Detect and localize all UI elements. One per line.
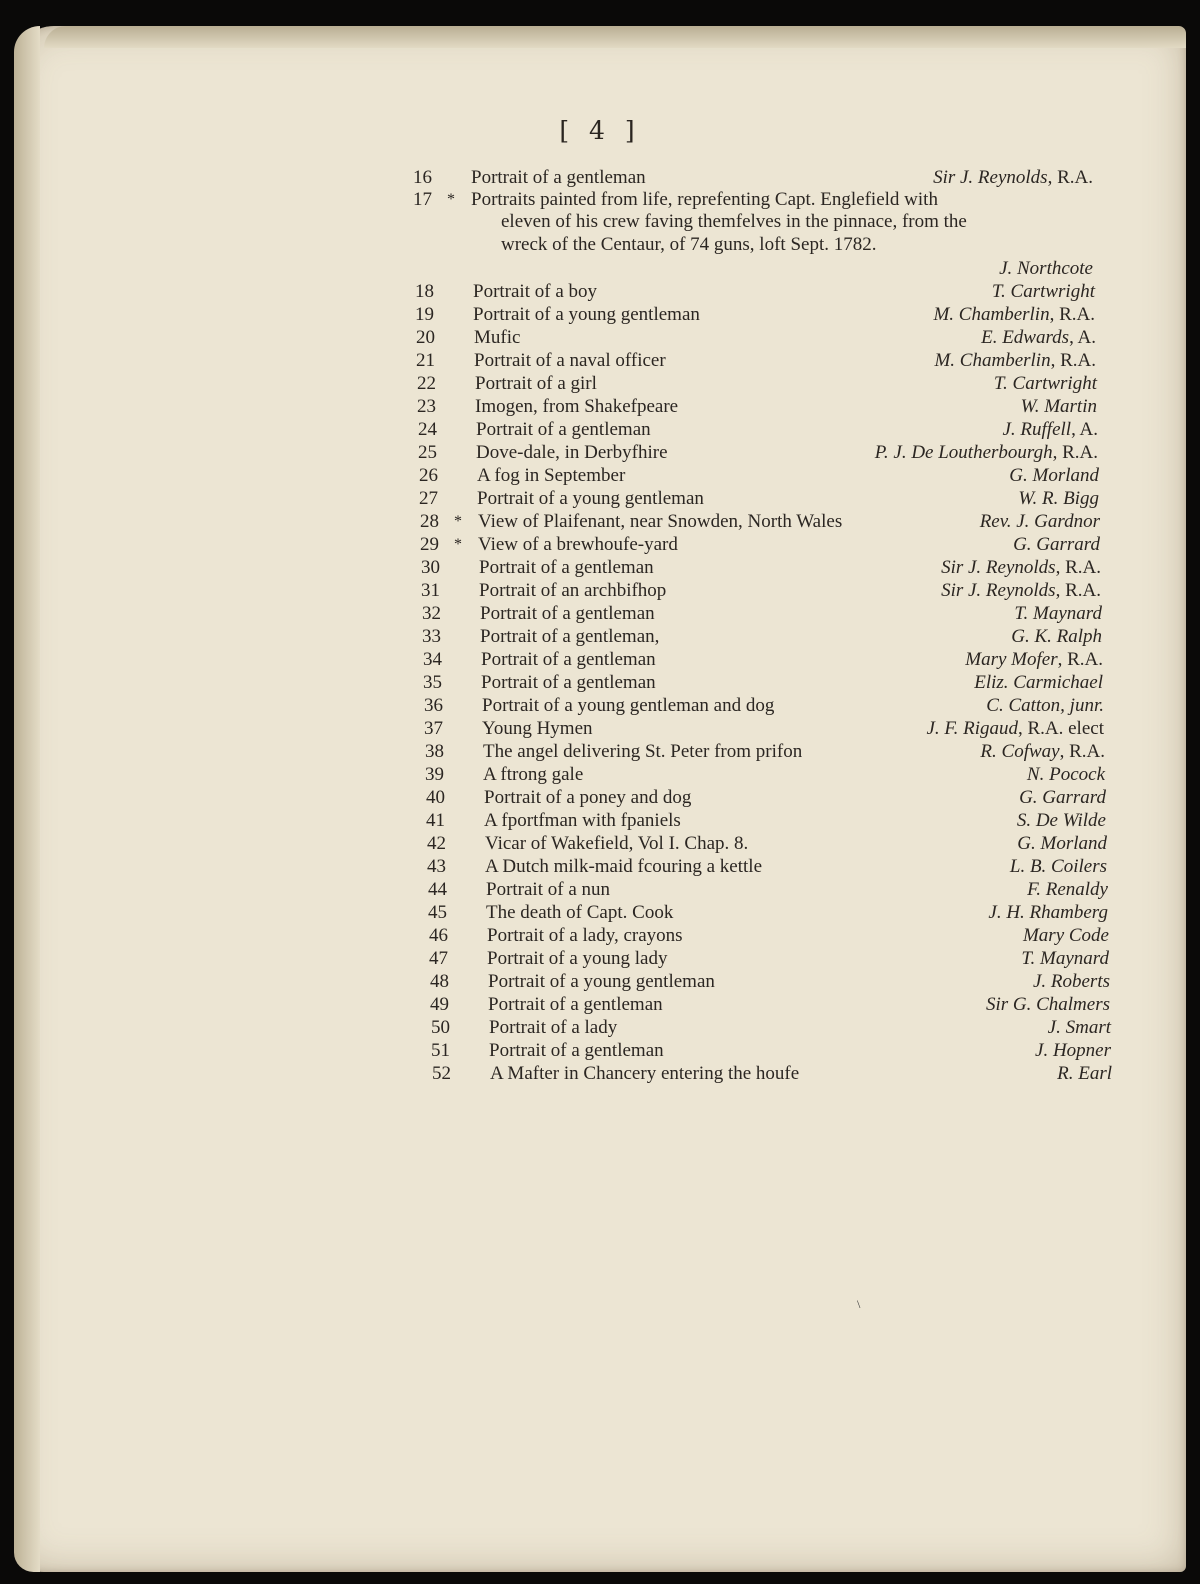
entry-number: 33	[422, 626, 441, 647]
artist-name: J. H. Rhamberg	[988, 902, 1108, 923]
entry-title: A fportfman with fpaniels	[484, 810, 681, 831]
artist-name: G. Garrard	[1019, 787, 1106, 808]
catalogue-entry	[420, 533, 1100, 557]
artist-title-suffix: , R.A.	[1047, 167, 1093, 188]
entry-artist	[875, 441, 1098, 465]
artist-name: R. Earl	[1057, 1063, 1112, 1084]
entry-artist	[980, 510, 1100, 534]
entry-artist	[999, 257, 1093, 281]
entry-number: 39	[425, 764, 444, 785]
entry-title: Portrait of a gentleman	[471, 167, 646, 188]
catalogue-entry	[422, 602, 1102, 626]
entry-number: 16	[413, 167, 432, 188]
artist-name: Sir J. Reynolds	[941, 557, 1056, 578]
entry-number: 21	[416, 350, 435, 371]
entry-artist	[1021, 947, 1109, 971]
entry-title: Portrait of an archbifhop	[479, 580, 667, 601]
artist-name: J. Smart	[1047, 1017, 1111, 1038]
entry-artist	[927, 717, 1105, 741]
entry-number: 22	[417, 373, 436, 394]
entry-artist	[981, 326, 1096, 350]
entry-artist	[934, 349, 1096, 373]
entry-artist	[1027, 878, 1108, 902]
catalogue-entry	[417, 372, 1097, 396]
entry-number: 24	[418, 419, 437, 440]
ink-mark: \	[857, 1297, 861, 1311]
catalogue-entry	[421, 556, 1101, 580]
entry-number: 29	[420, 534, 439, 555]
artist-name: Mary Code	[1022, 925, 1109, 946]
catalogue-entry	[413, 257, 1093, 281]
entry-number: 47	[429, 948, 448, 969]
entry-title: Portrait of a gentleman	[481, 672, 656, 693]
entry-artist	[1035, 1039, 1111, 1063]
entry-artist	[941, 556, 1101, 580]
entry-number: 42	[427, 833, 446, 854]
artist-name: T. Cartwright	[991, 281, 1095, 302]
artist-name: Mary Mofer	[965, 649, 1058, 670]
catalogue-entry	[413, 210, 1093, 234]
catalogue-entry	[426, 786, 1106, 810]
entry-title: Vicar of Wakefield, Vol I. Chap. 8.	[485, 833, 749, 854]
catalogue-entry	[425, 740, 1105, 764]
entry-artist	[1019, 786, 1106, 810]
entry-title: Portrait of a young gentleman	[477, 488, 704, 509]
catalogue-entry	[431, 1039, 1111, 1063]
entry-title: Portrait of a young gentleman and dog	[482, 695, 775, 716]
entry-title: Portrait of a gentleman,	[480, 626, 660, 647]
catalogue-entry	[424, 717, 1104, 741]
catalogue-entry	[413, 233, 1093, 257]
entry-title: A Dutch milk-maid fcouring a kettle	[485, 856, 763, 877]
entry-number: 45	[428, 902, 447, 923]
artist-name: T. Cartwright	[993, 373, 1097, 394]
catalogue-entry	[429, 924, 1109, 948]
artist-name: N. Pocock	[1026, 764, 1105, 785]
entry-number: 34	[423, 649, 442, 670]
catalogue-entry	[422, 625, 1102, 649]
entry-artist	[980, 740, 1105, 764]
entry-number: 26	[419, 465, 438, 486]
entry-title: Portrait of a lady, crayons	[487, 925, 683, 946]
artist-name: G. K. Ralph	[1011, 626, 1102, 647]
entry-number: 35	[423, 672, 442, 693]
entry-artist	[992, 280, 1095, 304]
entry-artist	[1009, 464, 1099, 488]
catalogue-entry	[419, 464, 1099, 488]
catalogue-entry	[424, 694, 1104, 718]
catalogue-entry	[425, 763, 1105, 787]
catalogue-entry	[418, 418, 1098, 442]
entry-artist	[1017, 809, 1106, 833]
catalogue-entry	[423, 648, 1103, 672]
entry-title: Portrait of a gentleman	[489, 1040, 664, 1061]
artist-name: T. Maynard	[1021, 948, 1109, 969]
entry-artist	[1013, 533, 1100, 557]
entry-number: 48	[430, 971, 449, 992]
entry-artist	[1023, 924, 1109, 948]
artist-name: F. Renaldy	[1027, 879, 1108, 900]
entry-artist	[1021, 395, 1097, 419]
entry-number: 52	[432, 1063, 451, 1084]
entry-number: 38	[425, 741, 444, 762]
artist-name: J. Roberts	[1032, 971, 1110, 992]
entry-title: wreck of the Centaur, of 74 guns, loft Sept. 1782.	[501, 234, 877, 255]
catalogue-entry	[428, 878, 1108, 902]
entry-title: Portrait of a young lady	[487, 948, 668, 969]
catalogue-entry	[415, 280, 1095, 304]
entry-artist	[1017, 832, 1107, 856]
entry-number: 46	[429, 925, 448, 946]
artist-name: Sir G. Chalmers	[985, 994, 1110, 1015]
artist-name: W. R. Bigg	[1018, 488, 1099, 509]
entry-title: Portrait of a boy	[473, 281, 598, 302]
entry-artist	[988, 901, 1108, 925]
entry-number: 37	[424, 718, 443, 739]
entry-artist	[974, 671, 1103, 695]
catalogue-entry	[430, 970, 1110, 994]
catalogue-entry	[418, 441, 1098, 465]
catalogue-entry	[426, 809, 1106, 833]
artist-name: Sir J. Reynolds	[933, 167, 1048, 188]
entry-number: 40	[426, 787, 445, 808]
entry-number: 31	[421, 580, 440, 601]
entry-title: Portrait of a poney and dog	[484, 787, 692, 808]
entry-number: 41	[426, 810, 445, 831]
entry-title: eleven of his crew faving themfelves in the pinnace, from the	[501, 211, 967, 232]
artist-title-suffix: , A.	[1071, 419, 1098, 440]
catalogue-entry	[419, 487, 1099, 511]
entry-number: 49	[430, 994, 449, 1015]
artist-name: J. Ruffell	[1002, 419, 1072, 440]
entry-number: 51	[431, 1040, 450, 1061]
artist-name: M. Chamberlin	[934, 350, 1051, 371]
entry-title: The angel delivering St. Peter from prifon	[483, 741, 803, 762]
artist-name: P. J. De Loutherbourgh	[874, 442, 1053, 463]
entry-artist	[941, 579, 1101, 603]
entry-title: Portrait of a young gentleman	[488, 971, 715, 992]
entry-title: A fog in September	[477, 465, 626, 486]
artist-title-suffix: , R.A.	[1052, 442, 1098, 463]
entry-title: Imogen, from Shakefpeare	[475, 396, 679, 417]
artist-title-suffix: , R.A.	[1049, 304, 1095, 325]
artist-name: Rev. J. Gardnor	[979, 511, 1100, 532]
catalogue-entry	[429, 947, 1109, 971]
entry-title: Mufic	[474, 327, 521, 348]
entry-number: 19	[415, 304, 434, 325]
catalogue-entry	[421, 579, 1101, 603]
entry-number: 30	[421, 557, 440, 578]
entry-number: 28	[420, 511, 439, 532]
entry-artist	[986, 993, 1110, 1017]
new-work-marker: *	[454, 513, 462, 530]
entry-number: 32	[422, 603, 441, 624]
artist-name: W. Martin	[1020, 396, 1097, 417]
entry-title: A Mafter in Chancery entering the houfe	[490, 1063, 800, 1084]
entry-artist	[986, 694, 1104, 718]
catalogue-entry	[413, 188, 1113, 212]
artist-name: R. Cofway	[980, 741, 1060, 762]
artist-name: L. B. Coilers	[1009, 856, 1107, 877]
entry-artist	[1033, 970, 1110, 994]
artist-name: S. De Wilde	[1016, 810, 1106, 831]
entry-artist	[1011, 625, 1102, 649]
entry-artist	[1014, 602, 1102, 626]
artist-name: E. Edwards	[981, 327, 1070, 348]
entry-artist	[994, 372, 1097, 396]
entry-artist	[1057, 1062, 1112, 1086]
entry-title: Portraits painted from life, reprefenting Capt. Englefield with	[471, 189, 938, 210]
artist-name: G. Morland	[1009, 465, 1099, 486]
artist-name: T. Maynard	[1014, 603, 1102, 624]
entry-number: 23	[417, 396, 436, 417]
artist-title-suffix: , R.A.	[1055, 580, 1101, 601]
entry-artist	[1018, 487, 1099, 511]
catalogue-entry	[427, 832, 1107, 856]
entry-title: Portrait of a nun	[486, 879, 611, 900]
catalogue-entry	[431, 1016, 1111, 1040]
artist-title-suffix: , R.A. elect	[1017, 718, 1104, 739]
entry-artist	[933, 303, 1095, 327]
entry-number: 25	[418, 442, 437, 463]
entry-title: View of a brewhoufe-yard	[478, 534, 678, 555]
catalogue-entry	[417, 395, 1097, 419]
entry-number: 44	[428, 879, 447, 900]
catalogue-entry	[423, 671, 1103, 695]
new-work-marker: *	[447, 191, 455, 208]
artist-title-suffix: , R.A.	[1059, 741, 1105, 762]
entry-title: Portrait of a gentleman	[488, 994, 663, 1015]
artist-name: G. Garrard	[1013, 534, 1100, 555]
entry-title: Portrait of a lady	[489, 1017, 618, 1038]
entry-title: Young Hymen	[482, 718, 593, 739]
artist-name: Sir J. Reynolds	[941, 580, 1056, 601]
entry-title: Portrait of a gentleman	[479, 557, 654, 578]
catalogue-entry	[420, 510, 1100, 534]
artist-name: J. F. Rigaud	[926, 718, 1018, 739]
entry-title: Portrait of a young gentleman	[473, 304, 700, 325]
artist-title-suffix: , R.A.	[1050, 350, 1096, 371]
artist-name: J. Hopner	[1035, 1040, 1111, 1061]
catalogue-entry	[427, 855, 1107, 879]
entry-title: View of Plaifenant, near Snowden, North Wales	[478, 511, 843, 532]
entry-title: Portrait of a girl	[475, 373, 597, 394]
catalogue-entry	[416, 349, 1096, 373]
artist-title-suffix: , R.A.	[1055, 557, 1101, 578]
entry-title: Portrait of a gentleman	[480, 603, 655, 624]
entry-artist	[1010, 855, 1107, 879]
catalogue-entry	[413, 166, 1093, 190]
entry-number: 50	[431, 1017, 450, 1038]
catalogue-entry	[415, 303, 1095, 327]
entry-title: Dove-dale, in Derbyfhire	[476, 442, 668, 463]
entry-artist	[1048, 1016, 1111, 1040]
artist-title-suffix: , R.A.	[1057, 649, 1103, 670]
artist-title-suffix: , A.	[1069, 327, 1096, 348]
artist-name: G. Morland	[1017, 833, 1107, 854]
entry-artist	[965, 648, 1103, 672]
catalogue-entry	[432, 1062, 1112, 1086]
entry-number: 18	[415, 281, 434, 302]
entry-title: The death of Capt. Cook	[486, 902, 674, 923]
catalogue-entry	[430, 993, 1110, 1017]
entry-title: Portrait of a naval officer	[474, 350, 666, 371]
entry-number: 20	[416, 327, 435, 348]
entry-title: Portrait of a gentleman	[476, 419, 651, 440]
artist-name: C. Catton, junr.	[986, 695, 1104, 716]
entry-artist	[933, 166, 1093, 190]
entry-number: 36	[424, 695, 443, 716]
entry-artist	[1002, 418, 1098, 442]
artist-name: M. Chamberlin	[933, 304, 1050, 325]
entry-number: 27	[419, 488, 438, 509]
entry-title: A ftrong gale	[483, 764, 584, 785]
artist-name: Eliz. Carmichael	[974, 672, 1103, 693]
entry-artist	[1027, 763, 1105, 787]
page-number-header: [ 4 ]	[559, 116, 641, 145]
entry-title: Portrait of a gentleman	[481, 649, 656, 670]
catalogue-entry	[428, 901, 1108, 925]
entry-number: 17	[413, 189, 432, 210]
entry-number: 43	[427, 856, 446, 877]
artist-name: J. Northcote	[999, 258, 1093, 279]
new-work-marker: *	[454, 536, 462, 553]
catalogue-entry	[416, 326, 1096, 350]
